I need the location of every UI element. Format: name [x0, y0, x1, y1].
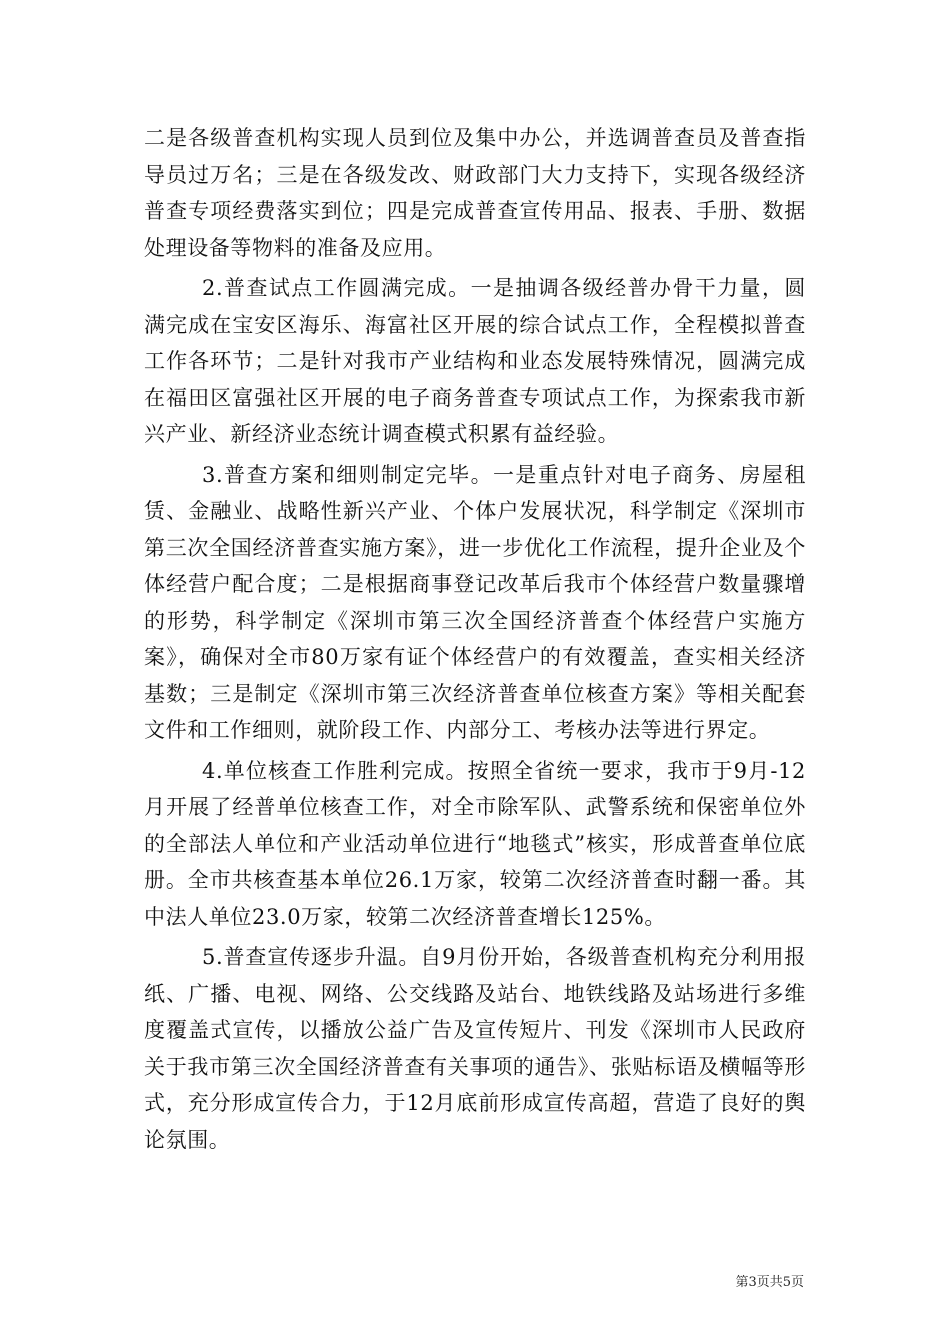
- document-body: [144, 120, 806, 1162]
- paragraph-publicity: 5.普查宣传逐步升温。自9月份开始，各级普查机构充分利用报纸、广播、电视、网络、公交线路及站台、地铁线路及站场进行多维度覆盖式宣传，以播放公益广告及宣传短片、刊发《深圳市人民政府关于我市第三次全国经济普查有关事项的通告》、张贴标语及横幅等形式，充分形成宣传合力，于12月底前形成宣传高超，营造了良好的舆论氛围。: [144, 945, 806, 1152]
- paragraph-continuation: 二是各级普查机构实现人员到位及集中办公，并选调普查员及普查指导员过万名；三是在各级发改、财政部门大力支持下，实现各级经济普查专项经费落实到位；四是完成普查宣传用品、报表、手册、数据处理设备等物料的准备及应用。: [144, 126, 806, 260]
- page-number-footer: 第3页共5页: [735, 1275, 804, 1290]
- paragraph-plan-rules: 3.普查方案和细则制定完毕。一是重点针对电子商务、房屋租赁、金融业、战略性新兴产业、个体户发展状况，科学制定《深圳市第三次全国经济普查实施方案》，进一步优化工作流程，提升企业及个体经营户配合度；二是根据商事登记改革后我市个体经营户数量骤增的形势，科学制定《深圳市第三次全国经济普查个体经营户实施方案》，确保对全市80万家有证个体经营户的有效覆盖，查实相关经济基数；三是制定《深圳市第三次经济普查单位核查方案》等相关配套文件和工作细则，就阶段工作、内部分工、考核办法等进行界定。: [144, 462, 806, 742]
- paragraph-pilot-work: 2.普查试点工作圆满完成。一是抽调各级经普办骨干力量，圆满完成在宝安区海乐、海富社区开展的综合试点工作，全程模拟普查工作各环节；二是针对我市产业结构和业态发展特殊情况，圆满完成在福田区富强社区开展的电子商务普查专项试点工作，为探索我市新兴产业、新经济业态统计调查模式积累有益经验。: [144, 276, 806, 446]
- paragraph-unit-verification: 4.单位核查工作胜利完成。按照全省统一要求，我市于9月-12月开展了经普单位核查工作，对全市除军队、武警系统和保密单位外的全部法人单位和产业活动单位进行“地毯式”核实，形成普查单位底册。全市共核查基本单位26.1万家，较第二次经济普查时翻一番。其中法人单位23.0万家，较第二次经济普查增长125%。: [144, 758, 806, 929]
